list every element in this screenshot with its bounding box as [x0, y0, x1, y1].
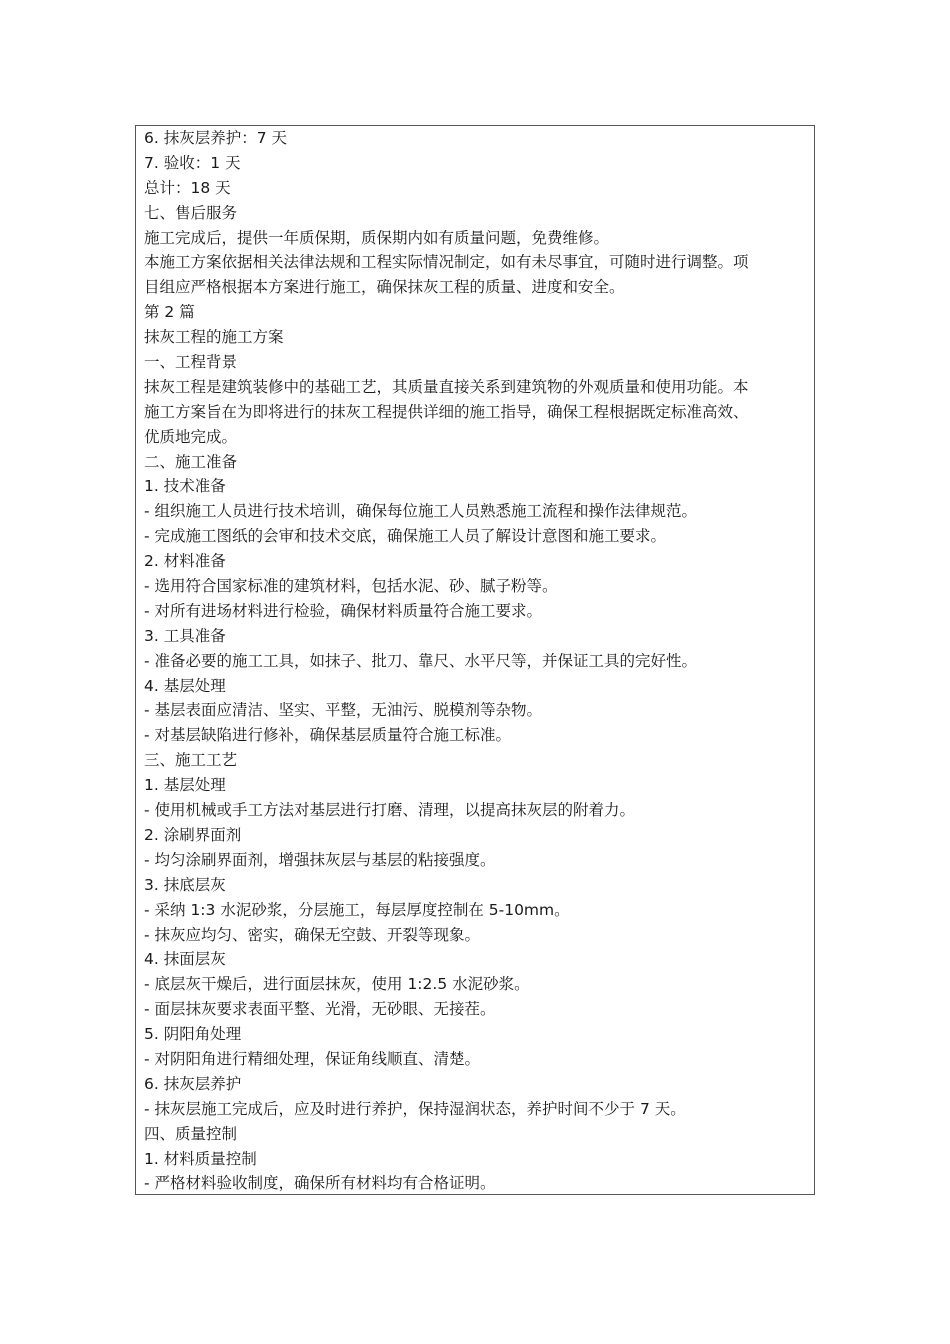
list-item: - 对基层缺陷进行修补，确保基层质量符合施工标准。	[144, 726, 512, 745]
list-item: - 使用机械或手工方法对基层进行打磨、清理，以提高抹灰层的附着力。	[144, 801, 636, 820]
text-line: 优质地完成。	[144, 427, 238, 446]
section-heading: 三、施工工艺	[144, 751, 238, 770]
subsection-heading: 1. 基层处理	[144, 776, 226, 795]
subsection-heading: 3. 工具准备	[144, 626, 226, 645]
list-item: - 严格材料验收制度，确保所有材料均有合格证明。	[144, 1174, 496, 1193]
subsection-heading: 4. 基层处理	[144, 676, 226, 695]
subsection-heading: 1. 材料质量控制	[144, 1149, 257, 1168]
list-item: - 对所有进场材料进行检验，确保材料质量符合施工要求。	[144, 601, 543, 620]
subsection-heading: 3. 抹底层灰	[144, 875, 226, 894]
document-title: 抹灰工程的施工方案	[144, 328, 284, 347]
text-line: 总计：18 天	[144, 178, 231, 197]
list-item: - 准备必要的施工工具，如抹子、批刀、靠尺、水平尺等，并保证工具的完好性。	[144, 651, 698, 670]
subsection-heading: 5. 阴阳角处理	[144, 1025, 242, 1044]
list-item: - 组织施工人员进行技术培训，确保每位施工人员熟悉施工流程和操作法律规范。	[144, 502, 698, 521]
list-item: - 抹灰层施工完成后，应及时进行养护，保持湿润状态，养护时间不少于 7 天。	[144, 1099, 686, 1118]
list-item: - 均匀涂刷界面剂，增强抹灰层与基层的粘接强度。	[144, 850, 496, 869]
section-heading: 七、售后服务	[144, 203, 238, 222]
list-item: - 抹灰应均匀、密实，确保无空鼓、开裂等现象。	[144, 925, 481, 944]
list-item: - 对阴阳角进行精细处理，保证角线顺直、清楚。	[144, 1049, 481, 1068]
text-line: 7. 验收：1 天	[144, 153, 241, 172]
document-body	[144, 126, 808, 1195]
part-heading: 第 2 篇	[144, 303, 195, 322]
section-heading: 四、质量控制	[144, 1124, 238, 1143]
text-line: 抹灰工程是建筑装修中的基础工艺，其质量直接关系到建筑物的外观质量和使用功能。本	[144, 377, 749, 396]
text-line: 施工方案旨在为即将进行的抹灰工程提供详细的施工指导，确保工程根据既定标准高效、	[144, 402, 749, 421]
text-line: 目组应严格根据本方案进行施工，确保抹灰工程的质量、进度和安全。	[144, 278, 625, 297]
section-heading: 二、施工准备	[144, 452, 238, 471]
list-item: - 采纳 1:3 水泥砂浆，分层施工，每层厚度控制在 5-10mm。	[144, 900, 570, 919]
list-item: - 选用符合国家标准的建筑材料，包括水泥、砂、腻子粉等。	[144, 577, 558, 596]
subsection-heading: 1. 技术准备	[144, 477, 226, 496]
list-item: - 完成施工图纸的会审和技术交底，确保施工人员了解设计意图和施工要求。	[144, 527, 667, 546]
subsection-heading: 4. 抹面层灰	[144, 950, 226, 969]
text-line: 6. 抹灰层养护：7 天	[144, 129, 288, 147]
text-line: 施工完成后，提供一年质保期，质保期内如有质量问题，免费维修。	[144, 228, 610, 247]
subsection-heading: 6. 抹灰层养护	[144, 1074, 242, 1093]
list-item: - 基层表面应清洁、坚实、平整，无油污、脱模剂等杂物。	[144, 701, 543, 720]
section-heading: 一、工程背景	[144, 353, 238, 372]
list-item: - 面层抹灰要求表面平整、光滑，无砂眼、无接茬。	[144, 1000, 496, 1019]
subsection-heading: 2. 涂刷界面剂	[144, 825, 242, 844]
list-item: - 底层灰干燥后，进行面层抹灰，使用 1:2.5 水泥砂浆。	[144, 975, 530, 994]
subsection-heading: 2. 材料准备	[144, 552, 226, 571]
document-table-cell	[135, 125, 815, 1195]
text-line: 本施工方案依据相关法律法规和工程实际情况制定，如有未尽事宜，可随时进行调整。项	[144, 253, 749, 272]
